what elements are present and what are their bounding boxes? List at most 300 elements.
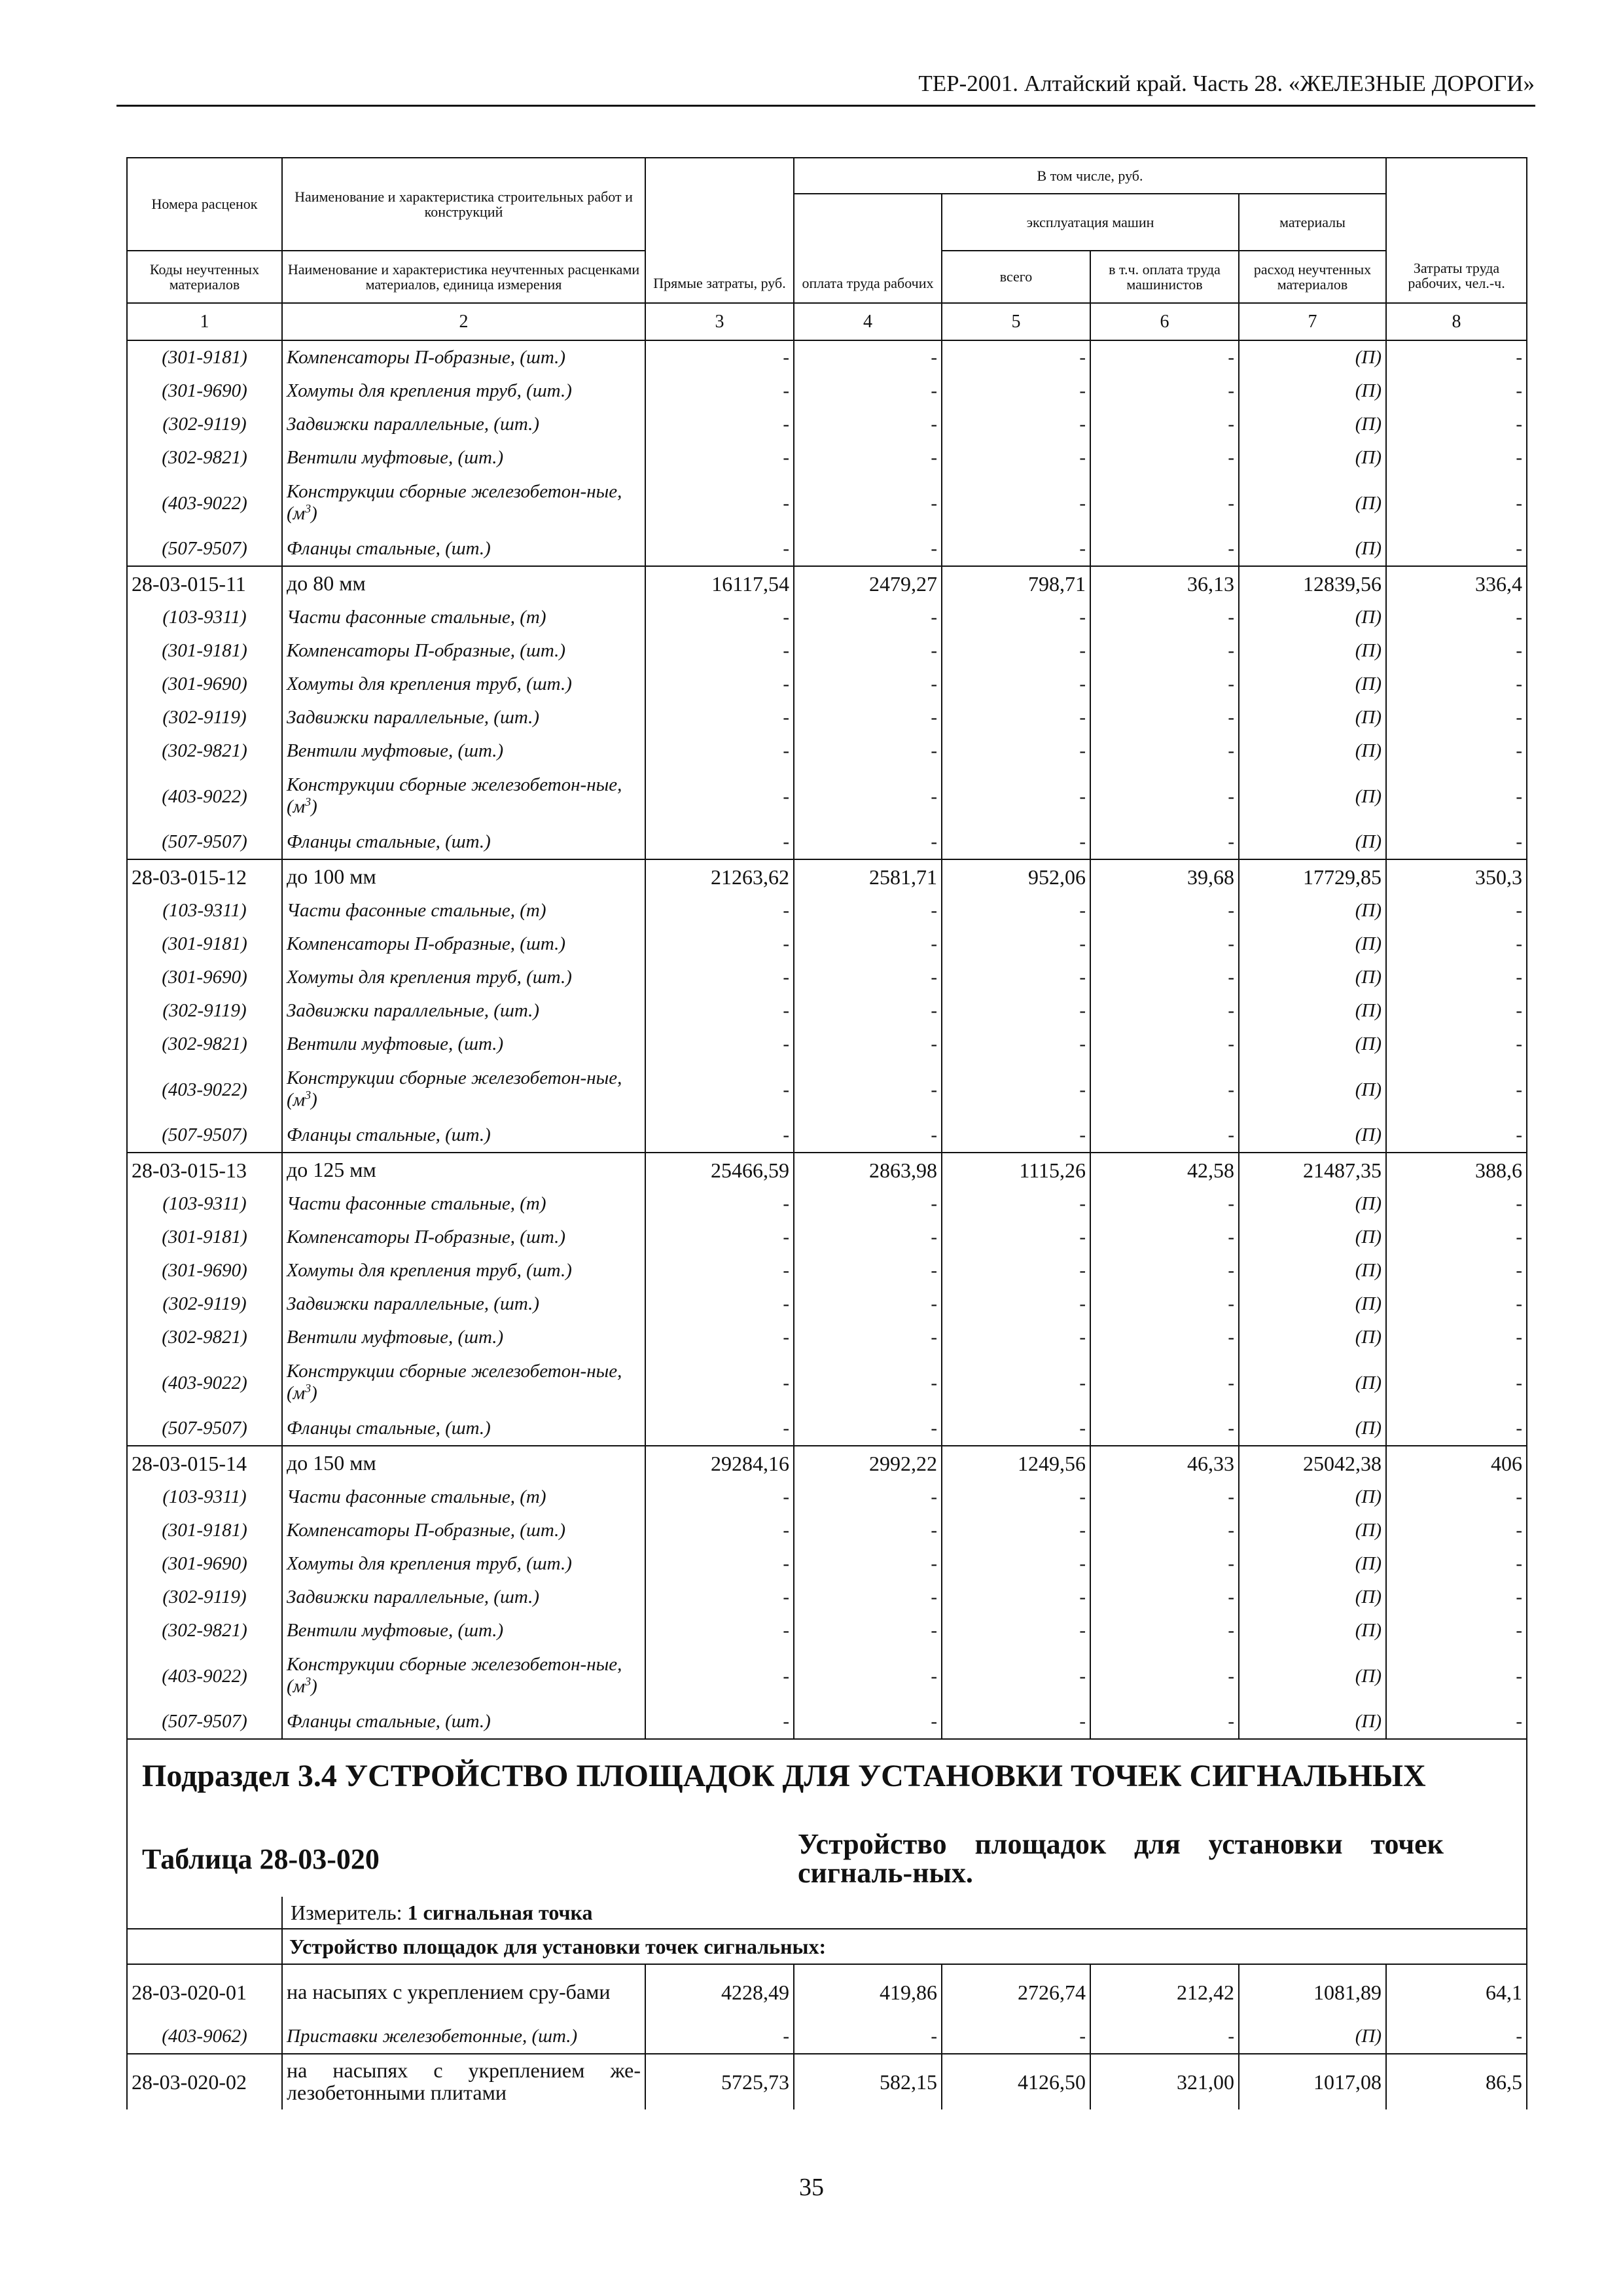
material-row xyxy=(127,1254,1527,1287)
material-row xyxy=(127,1412,1527,1446)
value-cell: - xyxy=(1386,1061,1527,1119)
value-cell: (П) xyxy=(1239,734,1386,768)
value-cell: 406 xyxy=(1386,1446,1527,1480)
value-cell: - xyxy=(645,2020,794,2054)
value-cell: 64,1 xyxy=(1386,1964,1527,2020)
value-cell: - xyxy=(1090,768,1239,825)
value-cell: - xyxy=(1386,1321,1527,1354)
value-cell: - xyxy=(645,701,794,734)
value-cell: (П) xyxy=(1239,994,1386,1028)
material-row xyxy=(127,927,1527,961)
value-cell: - xyxy=(1090,734,1239,768)
running-header: ТЕР-2001. Алтайский край. Часть 28. «ЖЕЛЕЗНЫЕ ДОРОГИ» xyxy=(918,71,1535,96)
material-row xyxy=(127,1119,1527,1153)
material-name xyxy=(282,1412,645,1446)
material-name xyxy=(282,1287,645,1321)
material-name xyxy=(282,532,645,566)
value-cell: - xyxy=(942,1119,1090,1153)
value-cell: - xyxy=(1386,1647,1527,1705)
material-name xyxy=(282,475,645,532)
value-cell: 25466,59 xyxy=(645,1153,794,1187)
value-cell: - xyxy=(1386,1221,1527,1254)
name-text: Приставки железобетонные, (шт.) xyxy=(287,2025,578,2047)
value-cell: (П) xyxy=(1239,1647,1386,1705)
name-text: Задвижки параллельные, (шт.) xyxy=(287,706,540,728)
value-cell: (П) xyxy=(1239,2020,1386,2054)
value-cell: - xyxy=(794,340,942,374)
value-cell: 17729,85 xyxy=(1239,859,1386,894)
value-cell: - xyxy=(1090,1547,1239,1581)
col-number: 5 xyxy=(942,303,1090,340)
value-cell: - xyxy=(1090,1705,1239,1739)
value-cell: (П) xyxy=(1239,825,1386,859)
material-code: (507-9507) xyxy=(127,532,282,566)
value-cell: - xyxy=(645,1254,794,1287)
material-name xyxy=(282,768,645,825)
value-cell: - xyxy=(942,768,1090,825)
material-name xyxy=(282,1647,645,1705)
value-cell: - xyxy=(645,340,794,374)
material-name xyxy=(282,961,645,994)
value-cell: - xyxy=(942,1321,1090,1354)
value-cell: - xyxy=(942,475,1090,532)
value-cell: - xyxy=(1090,408,1239,441)
value-cell: - xyxy=(942,825,1090,859)
name-text: Фланцы стальные, (шт.) xyxy=(287,1124,491,1145)
name-text: Фланцы стальные, (шт.) xyxy=(287,1710,491,1732)
value-cell: - xyxy=(794,1480,942,1514)
material-name xyxy=(282,1221,645,1254)
material-code: (403-9022) xyxy=(127,768,282,825)
material-row xyxy=(127,668,1527,701)
value-cell: - xyxy=(1090,1061,1239,1119)
name-text: Фланцы стальные, (шт.) xyxy=(287,1417,491,1439)
material-row xyxy=(127,441,1527,475)
value-cell: - xyxy=(942,1187,1090,1221)
name-text: до 100 мм xyxy=(287,865,376,889)
material-code: (103-9311) xyxy=(127,894,282,927)
value-cell: 582,15 xyxy=(794,2054,942,2109)
value-cell: - xyxy=(1386,532,1527,566)
material-name xyxy=(282,1614,645,1647)
value-cell: 25042,38 xyxy=(1239,1446,1386,1480)
rate-code: 28-03-015-13 xyxy=(127,1153,282,1187)
value-cell: - xyxy=(1090,894,1239,927)
value-cell: - xyxy=(942,408,1090,441)
value-cell: - xyxy=(1386,475,1527,532)
value-cell: - xyxy=(794,2020,942,2054)
value-cell: - xyxy=(645,634,794,668)
value-cell: 29284,16 xyxy=(645,1446,794,1480)
material-name xyxy=(282,668,645,701)
value-cell: 2992,22 xyxy=(794,1446,942,1480)
value-cell: - xyxy=(794,825,942,859)
material-code: (403-9022) xyxy=(127,475,282,532)
name-text-end: ) xyxy=(311,796,317,817)
value-cell: - xyxy=(794,601,942,634)
name-text: Конструкции сборные железобетон-ные, (м xyxy=(287,1361,622,1404)
value-cell: - xyxy=(1386,734,1527,768)
name-text: Вентили муфтовые, (шт.) xyxy=(287,1619,504,1641)
value-cell: - xyxy=(645,1480,794,1514)
value-cell: - xyxy=(794,1647,942,1705)
table-title: Устройство площадок для установки точек сигналь-ных. xyxy=(798,1828,1444,1889)
value-cell: - xyxy=(942,1287,1090,1321)
value-cell: - xyxy=(645,668,794,701)
material-row xyxy=(127,1354,1527,1412)
material-row xyxy=(127,1547,1527,1581)
value-cell: 46,33 xyxy=(1090,1446,1239,1480)
value-cell: - xyxy=(1090,1321,1239,1354)
value-cell: - xyxy=(1386,1581,1527,1614)
name-text: Вентили муфтовые, (шт.) xyxy=(287,446,504,468)
material-code: (507-9507) xyxy=(127,1119,282,1153)
value-cell: - xyxy=(794,1287,942,1321)
value-cell: 336,4 xyxy=(1386,566,1527,601)
meter-spacer xyxy=(127,1897,282,1929)
material-name xyxy=(282,701,645,734)
material-name xyxy=(282,1321,645,1354)
col-number: 2 xyxy=(282,303,645,340)
material-row xyxy=(127,734,1527,768)
value-cell: - xyxy=(794,1254,942,1287)
material-name xyxy=(282,601,645,634)
value-cell: - xyxy=(645,894,794,927)
value-cell: - xyxy=(1386,1480,1527,1514)
group-title: Устройство площадок для установки точек сигнальных: xyxy=(282,1929,1527,1964)
material-code: (301-9690) xyxy=(127,374,282,408)
material-row xyxy=(127,1647,1527,1705)
col-number: 7 xyxy=(1239,303,1386,340)
value-cell: - xyxy=(1090,374,1239,408)
value-cell: 952,06 xyxy=(942,859,1090,894)
value-cell: - xyxy=(1090,825,1239,859)
material-name xyxy=(282,1254,645,1287)
material-code: (302-9119) xyxy=(127,1287,282,1321)
value-cell: (П) xyxy=(1239,1547,1386,1581)
material-name xyxy=(282,1581,645,1614)
head-machines-total: всего xyxy=(942,251,1090,303)
value-cell: (П) xyxy=(1239,701,1386,734)
value-cell: 39,68 xyxy=(1090,859,1239,894)
material-row xyxy=(127,768,1527,825)
value-cell: - xyxy=(1386,340,1527,374)
material-name xyxy=(282,441,645,475)
material-code: (507-9507) xyxy=(127,1705,282,1739)
value-cell: - xyxy=(1386,374,1527,408)
value-cell: (П) xyxy=(1239,1354,1386,1412)
rate-name xyxy=(282,1446,645,1480)
material-code: (302-9119) xyxy=(127,408,282,441)
value-cell: (П) xyxy=(1239,1514,1386,1547)
material-row xyxy=(127,994,1527,1028)
material-code: (403-9022) xyxy=(127,1354,282,1412)
value-cell: (П) xyxy=(1239,961,1386,994)
rate-name xyxy=(282,566,645,601)
name-text: до 80 мм xyxy=(287,571,366,596)
rate-row xyxy=(127,859,1527,894)
value-cell: - xyxy=(1386,634,1527,668)
unit-exponent: 3 xyxy=(305,1382,312,1395)
value-cell: - xyxy=(794,994,942,1028)
value-cell: - xyxy=(1090,961,1239,994)
subsection-block xyxy=(127,1739,1527,1964)
material-row xyxy=(127,634,1527,668)
name-text: Вентили муфтовые, (шт.) xyxy=(287,1326,504,1348)
value-cell: - xyxy=(942,961,1090,994)
value-cell: - xyxy=(1386,961,1527,994)
material-name xyxy=(282,1547,645,1581)
value-cell: (П) xyxy=(1239,894,1386,927)
value-cell: - xyxy=(794,1119,942,1153)
value-cell: (П) xyxy=(1239,475,1386,532)
value-cell: - xyxy=(1386,1354,1527,1412)
value-cell: - xyxy=(1090,994,1239,1028)
value-cell: - xyxy=(942,1581,1090,1614)
head-including: В том числе, руб. xyxy=(794,158,1386,194)
value-cell: - xyxy=(794,441,942,475)
value-cell: - xyxy=(942,1061,1090,1119)
subsection-cell xyxy=(127,1739,1527,1812)
value-cell: 36,13 xyxy=(1090,566,1239,601)
material-name xyxy=(282,825,645,859)
table-number-cell xyxy=(127,1812,794,1897)
material-code: (103-9311) xyxy=(127,1187,282,1221)
value-cell: - xyxy=(1386,1705,1527,1739)
material-row xyxy=(127,1321,1527,1354)
value-cell: 321,00 xyxy=(1090,2054,1239,2109)
value-cell: - xyxy=(645,1221,794,1254)
value-cell: 21263,62 xyxy=(645,859,794,894)
material-row xyxy=(127,825,1527,859)
value-cell: (П) xyxy=(1239,1221,1386,1254)
value-cell: - xyxy=(794,408,942,441)
value-cell: - xyxy=(1090,1028,1239,1061)
name-text: на насыпях с укреплением же-лезобетонными плитами xyxy=(287,2058,641,2104)
material-row xyxy=(127,532,1527,566)
name-text: Хомуты для крепления труб, (шт.) xyxy=(287,1552,572,1574)
name-text: до 125 мм xyxy=(287,1158,376,1182)
value-cell: - xyxy=(645,1028,794,1061)
value-cell: - xyxy=(794,1028,942,1061)
value-cell: (П) xyxy=(1239,1480,1386,1514)
value-cell: - xyxy=(645,1581,794,1614)
value-cell: 86,5 xyxy=(1386,2054,1527,2109)
name-text: Конструкции сборные железобетон-ные, (м xyxy=(287,774,622,817)
col-number: 8 xyxy=(1386,303,1527,340)
value-cell: (П) xyxy=(1239,1581,1386,1614)
value-cell: - xyxy=(1386,1187,1527,1221)
material-name xyxy=(282,1514,645,1547)
value-cell: - xyxy=(1386,1614,1527,1647)
value-cell: - xyxy=(942,1514,1090,1547)
material-code: (301-9690) xyxy=(127,668,282,701)
value-cell: (П) xyxy=(1239,1028,1386,1061)
name-text: Вентили муфтовые, (шт.) xyxy=(287,740,504,761)
value-cell: - xyxy=(1090,1187,1239,1221)
value-cell: - xyxy=(942,601,1090,634)
material-code: (302-9119) xyxy=(127,994,282,1028)
material-code: (301-9181) xyxy=(127,1514,282,1547)
value-cell: - xyxy=(645,374,794,408)
unit-exponent: 3 xyxy=(305,1675,312,1689)
value-cell: - xyxy=(942,894,1090,927)
material-name xyxy=(282,734,645,768)
material-code: (302-9821) xyxy=(127,734,282,768)
head-labor-costs: Затраты труда рабочих, чел.-ч. xyxy=(1386,158,1527,303)
value-cell: - xyxy=(1090,340,1239,374)
value-cell: - xyxy=(1386,994,1527,1028)
rate-name xyxy=(282,1153,645,1187)
value-cell: - xyxy=(645,734,794,768)
material-name xyxy=(282,1119,645,1153)
material-name xyxy=(282,1705,645,1739)
value-cell: - xyxy=(794,1061,942,1119)
material-row xyxy=(127,1187,1527,1221)
value-cell: - xyxy=(1090,1119,1239,1153)
value-cell: - xyxy=(942,340,1090,374)
value-cell: - xyxy=(942,634,1090,668)
value-cell: - xyxy=(942,1705,1090,1739)
value-cell: - xyxy=(645,441,794,475)
meter-cell xyxy=(282,1897,1527,1929)
name-text-end: ) xyxy=(311,1676,317,1697)
material-row xyxy=(127,2020,1527,2054)
value-cell: 350,3 xyxy=(1386,859,1527,894)
page-number: 35 xyxy=(799,2174,824,2201)
value-cell: - xyxy=(794,927,942,961)
col-number: 3 xyxy=(645,303,794,340)
value-cell: - xyxy=(645,408,794,441)
value-cell: 419,86 xyxy=(794,1964,942,2020)
value-cell: (П) xyxy=(1239,1321,1386,1354)
material-row xyxy=(127,1514,1527,1547)
rate-name xyxy=(282,859,645,894)
name-text: Вентили муфтовые, (шт.) xyxy=(287,1033,504,1054)
value-cell: - xyxy=(1090,1647,1239,1705)
name-text: Задвижки параллельные, (шт.) xyxy=(287,999,540,1021)
meter-label: Измеритель: xyxy=(291,1900,402,1924)
value-cell: (П) xyxy=(1239,927,1386,961)
value-cell: (П) xyxy=(1239,668,1386,701)
name-text: до 150 мм xyxy=(287,1451,376,1475)
name-text: Хомуты для крепления труб, (шт.) xyxy=(287,673,572,694)
value-cell: 798,71 xyxy=(942,566,1090,601)
value-cell: - xyxy=(1090,1514,1239,1547)
value-cell: - xyxy=(942,374,1090,408)
value-cell: - xyxy=(1386,768,1527,825)
value-cell: - xyxy=(1090,441,1239,475)
rate-code: 28-03-015-11 xyxy=(127,566,282,601)
value-cell: - xyxy=(794,1514,942,1547)
value-cell: - xyxy=(645,1061,794,1119)
value-cell: - xyxy=(794,768,942,825)
value-cell: - xyxy=(1386,701,1527,734)
material-code: (301-9181) xyxy=(127,1221,282,1254)
head-machinists-pay: в т.ч. оплата труда машинистов xyxy=(1090,251,1239,303)
value-cell: - xyxy=(1386,927,1527,961)
material-name xyxy=(282,340,645,374)
material-code: (301-9181) xyxy=(127,634,282,668)
value-cell: 5725,73 xyxy=(645,2054,794,2109)
name-text: Хомуты для крепления труб, (шт.) xyxy=(287,380,572,401)
rate-code: 28-03-020-02 xyxy=(127,2054,282,2109)
col-number: 1 xyxy=(127,303,282,340)
value-cell: - xyxy=(645,1547,794,1581)
value-cell: - xyxy=(1090,1221,1239,1254)
value-cell: - xyxy=(794,634,942,668)
value-cell: - xyxy=(1090,475,1239,532)
value-cell: 2479,27 xyxy=(794,566,942,601)
value-cell: - xyxy=(942,927,1090,961)
value-cell: - xyxy=(1090,1480,1239,1514)
head-material-names: Наименование и характеристика неучтенных расценками материалов, единица измерения xyxy=(282,251,645,303)
value-cell: - xyxy=(1386,441,1527,475)
value-cell: - xyxy=(1386,1254,1527,1287)
value-cell: - xyxy=(942,1547,1090,1581)
rates-body-2 xyxy=(127,1964,1527,2109)
value-cell: - xyxy=(942,734,1090,768)
material-row xyxy=(127,1061,1527,1119)
value-cell: - xyxy=(794,668,942,701)
value-cell: - xyxy=(942,2020,1090,2054)
table-number: Таблица 28-03-020 xyxy=(142,1842,380,1875)
value-cell: - xyxy=(794,1547,942,1581)
value-cell: - xyxy=(1090,701,1239,734)
value-cell: 12839,56 xyxy=(1239,566,1386,601)
value-cell: - xyxy=(942,1254,1090,1287)
head-rate-number: Номера расценок xyxy=(127,158,282,251)
material-code: (507-9507) xyxy=(127,825,282,859)
header-rule xyxy=(116,105,1535,107)
rate-code: 28-03-015-14 xyxy=(127,1446,282,1480)
material-row xyxy=(127,1705,1527,1739)
material-code: (302-9821) xyxy=(127,441,282,475)
name-text-end: ) xyxy=(311,1382,317,1404)
value-cell: - xyxy=(645,994,794,1028)
value-cell: (П) xyxy=(1239,374,1386,408)
value-cell: (П) xyxy=(1239,1287,1386,1321)
value-cell: - xyxy=(645,1705,794,1739)
value-cell: 212,42 xyxy=(1090,1964,1239,2020)
name-text: Части фасонные стальные, (т) xyxy=(287,606,546,628)
head-work-name: Наименование и характеристика строительных работ и конструкций xyxy=(282,158,645,251)
value-cell: - xyxy=(645,1647,794,1705)
name-text: Компенсаторы П-образные, (шт.) xyxy=(287,1519,566,1541)
value-cell: (П) xyxy=(1239,1119,1386,1153)
value-cell: - xyxy=(794,1354,942,1412)
name-text: Задвижки параллельные, (шт.) xyxy=(287,413,540,435)
name-text: Задвижки параллельные, (шт.) xyxy=(287,1293,540,1314)
value-cell: - xyxy=(794,1187,942,1221)
subsection-title: Подраздел 3.4 УСТРОЙСТВО ПЛОЩАДОК ДЛЯ УСТАНОВКИ ТОЧЕК СИГНАЛЬНЫХ xyxy=(142,1758,1426,1793)
rate-row xyxy=(127,1964,1527,2020)
name-text: Компенсаторы П-образные, (шт.) xyxy=(287,346,566,368)
material-code: (302-9821) xyxy=(127,1028,282,1061)
name-text: на насыпях с укреплением сру-бами xyxy=(287,1980,611,2004)
value-cell: - xyxy=(942,532,1090,566)
value-cell: - xyxy=(942,1221,1090,1254)
value-cell: 1249,56 xyxy=(942,1446,1090,1480)
value-cell: 1017,08 xyxy=(1239,2054,1386,2109)
material-name xyxy=(282,1061,645,1119)
value-cell: (П) xyxy=(1239,340,1386,374)
value-cell: - xyxy=(645,825,794,859)
value-cell: - xyxy=(645,927,794,961)
material-row xyxy=(127,374,1527,408)
col-number: 6 xyxy=(1090,303,1239,340)
value-cell: - xyxy=(1090,1614,1239,1647)
